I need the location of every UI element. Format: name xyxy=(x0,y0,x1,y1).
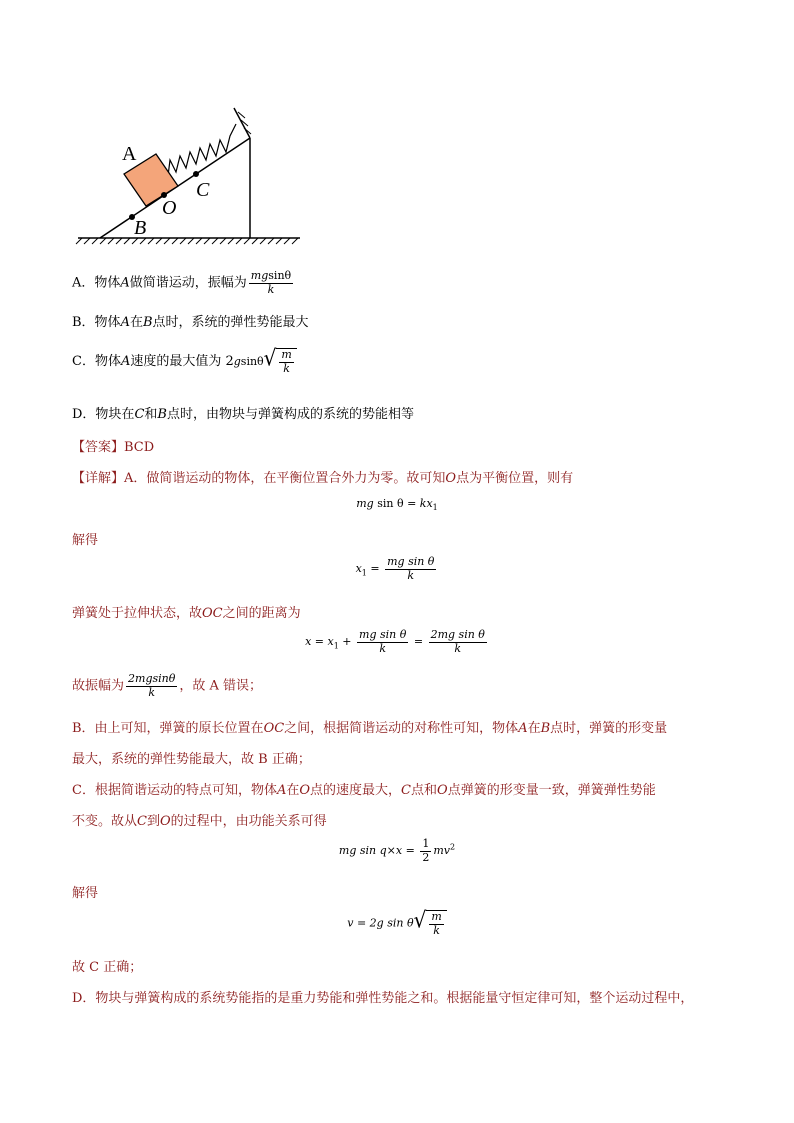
spring-text1: 弹簧处于拉伸状态，故 xyxy=(72,606,203,621)
eq5-den: k xyxy=(433,923,440,937)
option-A-fraction xyxy=(249,270,293,296)
eq4-right: mv xyxy=(433,844,450,858)
B-text4: 点时，弹簧的形变量 xyxy=(550,721,668,736)
eq2-sub: 1 xyxy=(361,568,367,578)
eq1-right: kx xyxy=(419,497,433,510)
eq3-x: x = x xyxy=(305,635,334,649)
amp-text1: 故振幅为 xyxy=(72,678,125,694)
wall-hatch xyxy=(238,112,251,134)
amplitude-line xyxy=(72,673,262,699)
option-C-sqrt-num: m xyxy=(281,348,292,361)
option-D-prefix: D．物块在 xyxy=(72,407,135,422)
eq2-eq: = xyxy=(366,562,384,576)
option-A-num2: sinθ xyxy=(268,269,292,282)
B-text1: B．由上可知，弹簧的原长位置在 xyxy=(72,721,264,736)
B-text2: 之间，根据简谐运动的对称性可知，物体 xyxy=(284,721,519,736)
spring-mount xyxy=(234,108,250,138)
equation-3 xyxy=(0,629,794,655)
detail-B-line1 xyxy=(72,717,667,736)
option-B-tail: 点时，系统的弹性势能最大 xyxy=(152,315,309,330)
C-var3: C xyxy=(401,783,411,798)
eq4-sup: 2 xyxy=(449,842,456,852)
C2-text3: 的过程中，由功能关系可得 xyxy=(170,814,327,829)
option-A-num: mg xyxy=(250,269,269,282)
eq3-sub: 1 xyxy=(333,641,339,651)
detail-A-text1: A．做简谐运动的物体，在平衡位置合外力为零。故可知 xyxy=(124,471,446,486)
C-text4: 点和 xyxy=(411,783,438,798)
option-C-g: g xyxy=(233,355,241,369)
C-text5: 点弹簧的形变量一致，弹簧弹性势能 xyxy=(447,783,656,798)
option-A-den: k xyxy=(267,282,275,296)
answer-value: BCD xyxy=(124,440,155,455)
detail-A-line xyxy=(72,467,573,486)
option-D-tail: 点时，由物块与弹簧构成的系统的势能相等 xyxy=(166,407,414,422)
detail-label: 【详解】 xyxy=(72,471,125,486)
detail-A-var: O xyxy=(445,471,457,486)
eq2-x: x xyxy=(355,562,362,576)
option-C-prefix: C．物体 xyxy=(72,354,121,370)
option-D xyxy=(72,403,414,422)
ground-hatch xyxy=(76,238,298,244)
B-var2: A xyxy=(518,721,528,736)
detail-D-line: D．物块与弹簧构成的系统势能指的是重力势能和弹性势能之和。根据能量守恒定律可知，整个运动过程中， xyxy=(72,991,694,1006)
eq2-num: mg sin θ xyxy=(387,555,435,568)
amp-den: k xyxy=(148,685,156,699)
label-O: O xyxy=(162,197,177,219)
spring-line xyxy=(72,602,301,621)
solve-label-2: 解得 xyxy=(72,886,99,901)
eq2-den: k xyxy=(407,568,415,582)
C-var2: O xyxy=(299,783,311,798)
B-text3: 在 xyxy=(527,721,541,736)
eq4-den: 2 xyxy=(422,850,430,864)
amp-text2: ，故 A 错误； xyxy=(179,678,263,694)
detail-C-line2 xyxy=(72,810,327,829)
incline-spring-figure xyxy=(70,100,310,250)
option-D-var: C xyxy=(134,407,145,422)
label-B: B xyxy=(134,217,147,239)
option-C-mid: 速度的最大值为 2 xyxy=(130,354,234,370)
option-A-var: A xyxy=(120,275,130,291)
option-D-mid: 和 xyxy=(144,407,158,422)
eq3-num1: mg sin θ xyxy=(359,628,407,641)
C-correct-line: 故 C 正确； xyxy=(72,960,143,975)
detail-B-line2: 最大，系统的弹性势能最大，故 B 正确； xyxy=(72,752,311,767)
eq3-num2: 2mg sin θ xyxy=(430,628,485,641)
eq3-eq: = xyxy=(410,635,427,649)
eq3-den2: k xyxy=(454,641,462,655)
equation-2 xyxy=(0,556,794,582)
C-text1: C．根据简谐运动的特点可知，物体 xyxy=(72,783,277,798)
C-var1: A xyxy=(276,783,287,798)
point-C-dot xyxy=(193,171,199,177)
label-A: A xyxy=(122,143,137,165)
eq4-left: mg sin q×x = xyxy=(338,844,419,858)
amp-num: 2mgsinθ xyxy=(128,672,176,685)
eq3-den1: k xyxy=(379,641,387,655)
spring-var: OC xyxy=(202,606,223,621)
eq1-left: mg xyxy=(356,497,374,510)
option-C-var: A xyxy=(120,354,131,370)
detail-C-line1 xyxy=(72,779,656,798)
option-C xyxy=(72,344,297,375)
option-C-sqrt: √ $\frac{m}{k}$ xyxy=(264,348,297,375)
answer-line xyxy=(72,436,154,455)
label-C: C xyxy=(196,179,210,201)
eq5-left: v = 2g sin θ xyxy=(347,916,414,930)
C2-var2: O xyxy=(159,814,171,829)
C-var4: O xyxy=(437,783,448,798)
equation-5: v = 2g sin θ √ $\frac{m}{k}$ xyxy=(0,910,794,937)
option-A-mid: 做简谐运动，振幅为 xyxy=(129,275,247,291)
C2-text1: 不变。故从 xyxy=(72,814,138,829)
C-text2: 在 xyxy=(286,783,300,798)
eq1-sub: 1 xyxy=(432,503,438,513)
equation-1 xyxy=(0,497,794,512)
eq1-mid: sin θ = xyxy=(377,497,420,510)
detail-A-text2: 点为平衡位置，则有 xyxy=(456,471,574,486)
answer-label: 【答案】 xyxy=(72,440,125,455)
spring-text2: 之间的距离为 xyxy=(222,606,301,621)
option-A-prefix: A．物体 xyxy=(72,275,121,291)
B-var3: B xyxy=(540,721,551,736)
option-B-var: A xyxy=(120,315,130,330)
equation-4 xyxy=(0,838,794,864)
spring xyxy=(168,124,236,176)
eq5-num: m xyxy=(431,910,442,923)
option-B-var2: B xyxy=(142,315,153,330)
eq3-plus: + xyxy=(338,635,356,649)
option-D-var2: B xyxy=(157,407,167,422)
option-B xyxy=(72,311,309,330)
C-text3: 点的速度最大， xyxy=(310,783,402,798)
option-C-sin: sinθ xyxy=(240,355,264,369)
option-C-sqrt-den: k xyxy=(283,361,290,375)
eq4-num: 1 xyxy=(422,837,430,850)
solve-label-1: 解得 xyxy=(72,533,99,548)
B-var1: OC xyxy=(263,721,285,736)
option-A xyxy=(72,270,295,296)
option-B-prefix: B．物体 xyxy=(72,315,121,330)
C2-var1: C xyxy=(137,814,147,829)
C2-text2: 到 xyxy=(146,814,160,829)
option-B-mid: 在 xyxy=(129,315,143,330)
